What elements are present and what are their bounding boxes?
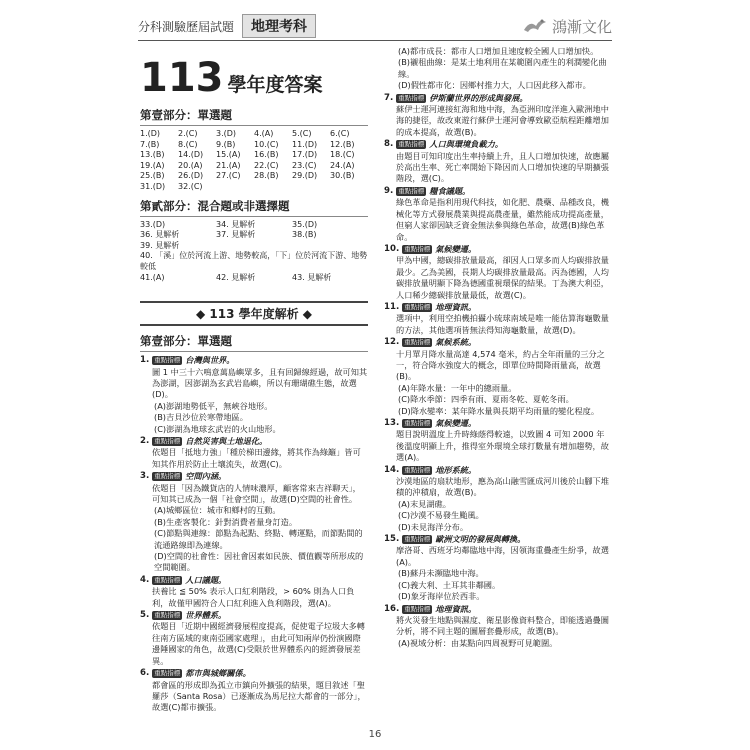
option-explanation: (C)降水季節：四季有雨、夏雨冬乾、夏乾冬雨。 <box>398 394 574 405</box>
key-indicator-tag: 重點指標 <box>404 303 431 312</box>
answer-item: 33.(D) <box>140 219 166 229</box>
key-indicator-tag: 重點指標 <box>404 535 431 544</box>
question-topic: 糧食議題。 <box>429 185 471 196</box>
solution-item <box>140 471 368 574</box>
answer-item: 12.(B) <box>330 139 355 149</box>
option-explanation: (A)澎湖地勢低平，無峽谷地形。 <box>154 400 273 411</box>
answer-item: 16.(B) <box>254 150 279 160</box>
answer-item: 2.(C) <box>178 129 198 138</box>
key-indicator-tag: 重點指標 <box>398 187 425 196</box>
answer-item: 11.(D) <box>292 139 318 149</box>
option-explanation: (D)降水變率：某年降水量與長期平均雨量的變化程度。 <box>398 405 600 416</box>
key-indicator-tag: 重點指標 <box>154 611 181 620</box>
option-explanation: (B)蘇丹未瀕臨地中海。 <box>398 568 484 579</box>
solution-item <box>140 355 368 435</box>
solution-item <box>384 302 612 336</box>
explanation-text: 依題目「因為鐵貨店的人情味濃厚，顧客常來吉祥聊天」，可知其已成為一個「社會空間」，故選(D)空間的社會性。 <box>152 482 361 504</box>
subject-label: 地理考科 <box>242 14 316 38</box>
question-topic: 氣候變遷。 <box>435 418 477 428</box>
option-explanation: (C)節點與連線：節點為起點、終點、轉運點，而節點間的流通路線即為連線。 <box>154 528 363 550</box>
explanation-text: 圖 1 中三十六鳴意萬島嶼眾多，且有回歸線經過，故可知其為澎湖，因澎湖為玄武岩島嶼，所以有珊瑚礁生態，故選(D)。 <box>152 366 368 400</box>
explanation-text: 依題目「抵地力強」「種於梯田邊緣，將其作為綠籬」皆可知其作用於防止土壤流失，故選(C)。 <box>152 447 361 469</box>
answer-item: 23.(C) <box>292 160 317 170</box>
explanation-text: 沙漠地區的扇狀地形，應為高山融雪匯成河川後於山腳下堆積的沖積扇，故選(B)。 <box>396 476 609 498</box>
solution-item-head <box>384 139 612 150</box>
solution-item-head <box>384 337 612 348</box>
question-number: 12. <box>384 337 400 348</box>
answer-item: 27.(C) <box>216 171 241 181</box>
answer-item: 38.(B) <box>292 230 317 240</box>
answer-item: 37. 見解析 <box>216 230 256 240</box>
solution-item <box>384 93 612 139</box>
part2-answer-grid <box>140 220 368 241</box>
question-number: 13. <box>384 418 400 428</box>
solution-item-head <box>384 302 612 313</box>
question-number: 3. <box>140 471 150 482</box>
question-number: 4. <box>140 574 150 585</box>
solution-item <box>140 436 368 470</box>
solution-item-head <box>384 418 612 429</box>
question-number: 11. <box>384 301 400 312</box>
explanation-text: 將火災發生地點與濕度、衛星影像資料整合，即能透過疊圖分析，將不同主題的圖層套疊形成，故選(B)。 <box>396 614 609 637</box>
question-number: 16. <box>384 603 400 614</box>
question-number: 8. <box>384 139 394 150</box>
question-number: 6. <box>140 668 150 679</box>
solution-item <box>384 418 612 464</box>
explanation-text: 蘇伊士運河連接紅海和地中海，為亞洲印度洋進入歐洲地中海的捷徑，故改東遊行蘇伊士運河會導致歐亞航程距離增加的成本提高，故選(B)。 <box>396 104 609 137</box>
key-indicator-tag: 重點指標 <box>398 140 425 149</box>
key-indicator-tag: 重點指標 <box>404 465 431 474</box>
option-explanation: (A)城鄉區位：城市和鄉村的互動。 <box>154 505 281 516</box>
answer-item: 4.(A) <box>254 129 274 138</box>
option-explanation: (A)視域分析：由某點向四周視野可見範圍。 <box>398 637 558 648</box>
answer-item: 35.(D) <box>292 219 318 229</box>
solution-item <box>384 139 612 185</box>
answer-item: 8.(C) <box>178 139 198 149</box>
answer-item: 32.(C) <box>178 181 203 191</box>
answer-item: 28.(B) <box>254 171 279 181</box>
key-indicator-tag: 重點指標 <box>404 245 431 254</box>
solution-item <box>384 244 612 301</box>
option-explanation: (A)年降水量：一年中的總雨量。 <box>398 382 517 393</box>
solution-item-head <box>384 465 612 476</box>
answer-item: 15.(A) <box>216 150 241 160</box>
part2-heading: 第貳部分：混合題或非選擇題 <box>140 197 368 217</box>
answer-item: 14.(D) <box>178 150 204 160</box>
option-explanation: (D)象牙海岸位於西非。 <box>398 591 485 602</box>
solution-item-head <box>140 668 368 679</box>
answer-item: 30.(B) <box>330 171 355 181</box>
answer-item: 20.(A) <box>178 160 203 170</box>
question-topic: 伊斯蘭世界的形成與發展。 <box>429 92 528 103</box>
answer-item: 34. 見解析 <box>216 219 256 229</box>
explanation-text: 甲為中國，總碳排放量最高，卻因人口眾多而人均碳排放量最少。乙為美國，長期人均碳排放量最高。丙為德國，人均碳排放量明顯下降為德國重視環保的結果。丁為澳大利亞，人口稀少總碳排放量最低，故選(C)。 <box>396 255 609 300</box>
answer-item: 17.(D) <box>292 150 318 160</box>
answer-item: 10.(C) <box>254 139 279 149</box>
solution-item-head <box>140 575 368 586</box>
question-topic: 歐洲文明的發展與轉換。 <box>435 534 526 545</box>
solution-item-head <box>140 355 368 366</box>
left-question-list <box>140 355 368 714</box>
question-number: 7. <box>384 92 394 103</box>
answer-item: 21.(A) <box>216 160 241 170</box>
solution-item-head <box>140 471 368 482</box>
page-header <box>138 12 612 41</box>
question-number: 14. <box>384 464 400 475</box>
part1-answer-grid <box>140 129 368 193</box>
solution-item <box>140 575 368 609</box>
answer-item: 29.(D) <box>292 171 318 181</box>
question-number: 2. <box>140 435 150 446</box>
answer-item: 26.(D) <box>178 171 204 181</box>
answer-item: 9.(B) <box>216 139 236 149</box>
explanation-text: 選項中，利用空拍機拍攝小琉球南域是唯一能估算海龜數量的方法，其他選項皆無法得知海龜數量，故選(D)。 <box>396 313 609 335</box>
answer-item: 18.(C) <box>330 150 355 160</box>
option-explanation: (C)沙漠不易發生颱風。 <box>398 510 484 521</box>
question-topic: 氣候變遷。 <box>435 243 477 254</box>
option-explanation: (B)襯租曲線：是某土地利用在某範圍內產生的利潤變化曲線。 <box>398 57 607 79</box>
question-topic: 自然災害與土地退化。 <box>185 435 268 446</box>
key-indicator-tag: 重點指標 <box>398 93 425 102</box>
solution-item-head <box>384 244 612 255</box>
key-indicator-tag: 重點指標 <box>404 604 431 613</box>
question-topic: 人口與環境負載力。 <box>429 139 503 150</box>
answer-item: 36. 見解析 <box>140 230 180 240</box>
solution-item-head <box>384 186 612 197</box>
option-explanation: (B)吉貝沙位於寒帶地區。 <box>154 412 248 423</box>
question-number: 9. <box>384 185 394 196</box>
question-topic: 地理資訊。 <box>435 603 477 614</box>
solution-banner: ◆ 113 學年度解析 ◆ <box>140 301 368 326</box>
option-explanation: (D)未見海洋分布。 <box>398 521 469 532</box>
option-explanation: (B)生產客製化：針對消費者量身訂造。 <box>154 516 298 527</box>
answer-item: 6.(C) <box>330 129 350 138</box>
answer-item: 41.(A) <box>140 272 165 282</box>
publisher-name: 鴻漸文化 <box>551 17 612 36</box>
question-number: 5. <box>140 610 150 621</box>
option-explanation: (A)都市成長：都市人口增加且速度較全國人口增加快。 <box>398 46 599 56</box>
explanation-text: 依題目「近期中國經濟發展程度提高，促使電子垃圾大多轉往南方區域的東南亞國家處理」，由此可知兩岸仍扮演國際邊陲國家的角色，故選(C)受限於世界體系內的經濟發展差異。 <box>152 621 365 666</box>
answer-item: 19.(A) <box>140 160 165 170</box>
solution-item <box>384 465 612 533</box>
part2-answer-grid-b <box>140 273 368 284</box>
solution-item-head <box>140 610 368 621</box>
solution-part-heading: 第壹部分：單選題 <box>140 332 368 352</box>
answer-39: 39. 見解析 <box>140 240 180 250</box>
question-topic: 世界體系。 <box>185 610 227 621</box>
solution-item <box>140 610 368 667</box>
question-number: 1. <box>140 355 150 366</box>
option-explanation: (C)澎湖為地球玄武岩的火山地形。 <box>154 423 281 434</box>
right-question-list <box>384 93 612 650</box>
solution-item <box>140 668 368 714</box>
solution-item <box>384 534 612 602</box>
answer-item: 24.(A) <box>330 160 355 170</box>
key-indicator-tag: 重點指標 <box>154 669 181 678</box>
key-indicator-tag: 重點指標 <box>154 437 181 446</box>
solution-item <box>384 186 612 243</box>
question-topic: 人口議題。 <box>185 574 227 585</box>
option-explanation: (D)空間的社會性：因社會因素如民族、價值觀等所形成的空間範圍。 <box>154 551 364 573</box>
key-indicator-tag: 重點指標 <box>404 419 431 428</box>
page-title <box>140 55 368 101</box>
key-indicator-tag: 重點指標 <box>404 338 431 347</box>
title-year: 113 <box>140 55 224 101</box>
explanation-text: 由題目可知印度出生率持續上升，且人口增加快速，故應屬於高出生率、死亡率開始下降因而人口增加快速的早期擴張階段，選(C)。 <box>396 150 609 184</box>
title-text: 學年度答案 <box>227 74 323 96</box>
answer-40: 40. 「溪」位於河流上游、地勢較高，「下」位於河流下游、地勢較低 <box>140 251 368 271</box>
part1-heading: 第壹部分：單選題 <box>140 106 368 126</box>
publisher-logo-icon <box>522 16 548 36</box>
option-explanation: (C)義大利、土耳其非鄰國。 <box>398 579 501 590</box>
answer-item: 31.(D) <box>140 181 166 191</box>
question-topic: 地理資訊。 <box>435 301 477 312</box>
option-explanation: (A)末見湖礁。 <box>398 498 451 509</box>
option-explanation: (D)假性都市化：因鄉村推力大，人口因此移入都市。 <box>398 80 591 91</box>
answer-item: 42. 見解析 <box>216 272 256 282</box>
key-indicator-tag: 重點指標 <box>154 356 181 365</box>
solution-item-head <box>384 604 612 615</box>
question-topic: 台灣與世界。 <box>185 355 235 366</box>
question-topic: 空間內涵。 <box>185 471 227 482</box>
explanation-text: 都會區的形成即為孤立市鎮向外擴張的結果，題目敘述「聖羅莎（Santa Rosa）已逐漸成為馬尼拉大都會的一部分」，故選(C)都市擴張。 <box>152 679 366 713</box>
explanation-text: 綠色革命是指利用現代科技，如化肥、農藥、品種改良，機械化等方式發展農業與提高農產量，雖然能成功提高產量，但窮人家卻因缺乏資金無法參與綠色革命，故選(B)綠色革命。 <box>396 197 609 242</box>
key-indicator-tag: 重點指標 <box>154 576 181 585</box>
question-topic: 都市與城鄉關係。 <box>185 668 251 679</box>
explanation-text: 扶養比 ≦ 50% 表示人口紅利階段，> 60% 則為人口負利，故僅甲國符合人口紅利進入負利階段，選(A)。 <box>152 586 355 608</box>
explanation-text: 題目說明溫度上升時綠蔭得較遠，以致圖 4 可知 2000 年後溫度明顯上升，推得室外環境全球打數量有增加趨勢，故選(A)。 <box>396 429 609 463</box>
page-number: 16 <box>368 729 382 740</box>
key-indicator-tag: 重點指標 <box>154 472 181 481</box>
explanation-text: 十月單月降水量高達 4,574 毫米，約占全年雨量的三分之一，符合降水強度大的概念，即單位時間降雨量高，故選(B)。 <box>396 348 605 382</box>
solution-item-head <box>140 436 368 447</box>
question-topic: 地形系統。 <box>435 464 477 475</box>
answer-item: 7.(B) <box>140 139 160 149</box>
answer-item: 25.(B) <box>140 171 165 181</box>
left-column <box>140 46 368 715</box>
question-topic: 氣候系統。 <box>435 337 477 348</box>
answer-item: 22.(C) <box>254 160 279 170</box>
solution-item <box>384 604 612 650</box>
answer-item: 5.(C) <box>292 129 312 138</box>
publisher-brand <box>522 16 612 37</box>
question-number: 10. <box>384 243 400 254</box>
solution-item <box>384 337 612 417</box>
explanation-text: 摩洛哥、西班牙均鄰臨地中海，因領海重疊產生紛爭，故選(A)。 <box>396 545 609 567</box>
answer-item: 13.(B) <box>140 150 165 160</box>
question-number: 15. <box>384 534 400 545</box>
answer-item: 1.(D) <box>140 129 161 138</box>
q6-continued-options <box>384 46 612 92</box>
solution-item-head <box>384 93 612 104</box>
exam-series-label: 分科測驗歷屆試題 <box>138 19 235 34</box>
solution-item-head <box>384 534 612 545</box>
solution-title: 113 學年度解析 <box>209 307 299 322</box>
answer-item: 3.(D) <box>216 129 237 138</box>
right-column <box>384 46 612 650</box>
answer-item: 43. 見解析 <box>292 272 332 282</box>
